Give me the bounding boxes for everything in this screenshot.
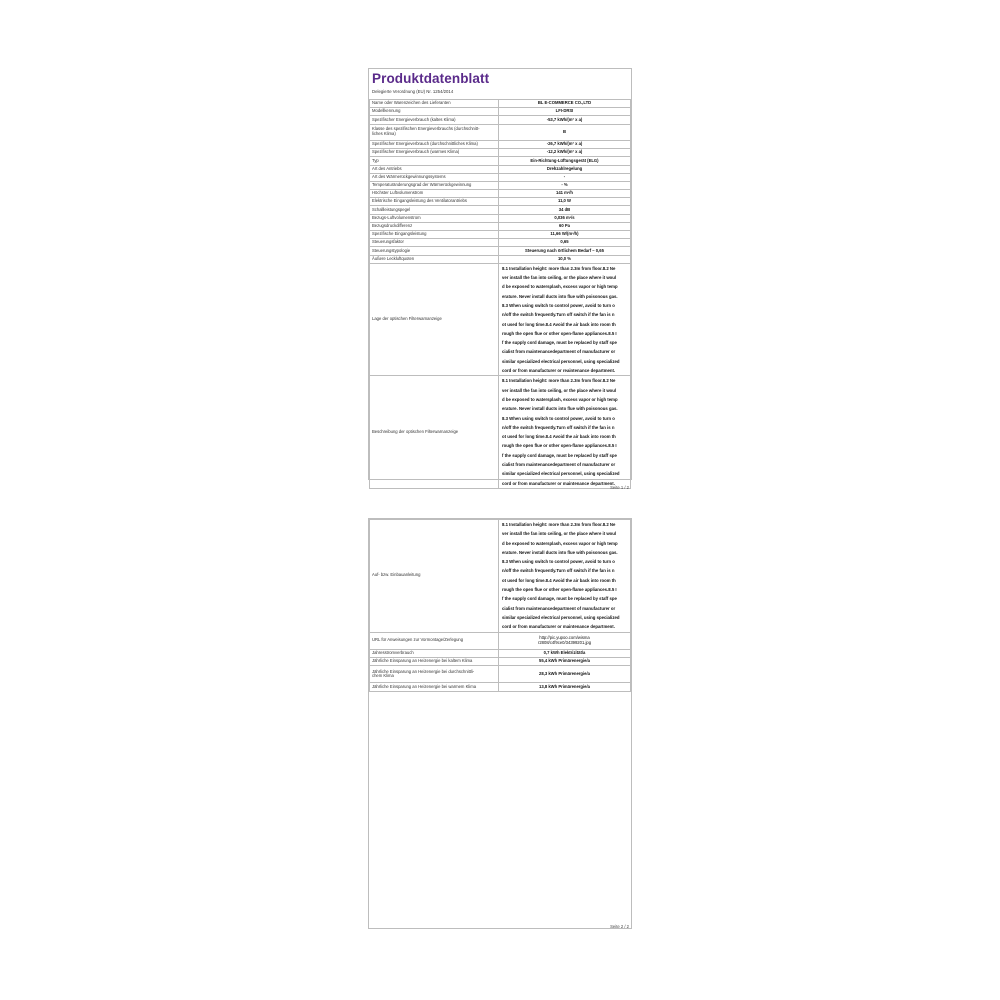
datasheet-page-2 — [368, 518, 632, 929]
table-row — [370, 124, 631, 140]
row-value: -26,7 kWh/(m² x a) — [499, 140, 631, 148]
row-label: Jahresstromverbrauch — [370, 649, 499, 657]
table-row — [370, 255, 631, 263]
table-row — [370, 140, 631, 148]
row-value: - — [499, 173, 631, 181]
table-row — [370, 657, 631, 665]
row-value: 0,036 m³/s — [499, 214, 631, 222]
table-row — [370, 165, 631, 173]
table-row — [370, 239, 631, 247]
row-value: 55,4 kWh Primärenergie/a — [499, 657, 631, 665]
row-label: Spezifischer Energieverbrauch (warmes Klima) — [370, 149, 499, 157]
row-value: B — [499, 124, 631, 140]
table-row — [370, 181, 631, 189]
row-label: Art des Wärmerückgewinnungssystems — [370, 173, 499, 181]
row-value: 11,0 W — [499, 198, 631, 206]
row-label: Höchster Luftvolumenstrom — [370, 190, 499, 198]
table-row — [370, 116, 631, 124]
table-row — [370, 108, 631, 116]
table-row — [370, 231, 631, 239]
row-label: Klasse des spezifischen Energieverbrauchs (durchschnitt- liches Klima) — [370, 124, 499, 140]
installation-notes-text: 8.1 Installation height: more than 2.3m from floor.8.2 Ne ver install the fan into ceiling, or the place where it woul d be exposed to watersplash, excess vapor or high temp erature. Never install ducts into flue with poisonous gas. 8.3 When using switch to control power, avoid to turn o n/off the switch frequently.Turn off switch if the fan is n ot used for long time.8.4 Avoid the air back into room th rough the open flue or other open-flame appliances.8.5 I f the supply cord damage, must be replaced by staff spe cialist from maintenancedepartment of manufacturer or similar specialized electrical personnel, using specialized cord or from manufacturer or maintenance department. — [499, 520, 631, 633]
row-label: Beschreibung der optischen Filterwarnanzeige — [370, 376, 499, 489]
table-row — [370, 683, 631, 691]
table-row — [370, 214, 631, 222]
table-row — [370, 198, 631, 206]
row-value: 0,65 — [499, 239, 631, 247]
page-title: Produktdatenblatt — [372, 71, 490, 86]
row-label: Bezugs-Luftvolumenstrom — [370, 214, 499, 222]
row-value: -12,2 kWh/(m² x a) — [499, 149, 631, 157]
regulation-subtitle: Delegierte Verordnung (EU) Nr. 1254/2014 — [372, 89, 454, 94]
datasheet-page-1 — [368, 68, 632, 490]
row-label: URL für Anweisungen zur Vormontage/Zerlegung — [370, 632, 499, 649]
table-row — [370, 100, 631, 108]
row-label: Spezifische Eingangsleistung — [370, 231, 499, 239]
row-value: BL E-COMMERCE CO.,LTD — [499, 100, 631, 108]
table-row — [370, 649, 631, 657]
table-row-long — [370, 520, 631, 633]
row-label: Modellkennung — [370, 108, 499, 116]
product-data-table — [369, 99, 631, 489]
table-row — [370, 222, 631, 230]
row-label: Lage der optischen Filterwarnanzeige — [370, 263, 499, 376]
row-label: Spezifischer Energieverbrauch (durchschnittliches Klima) — [370, 140, 499, 148]
row-value: 34 dB — [499, 206, 631, 214]
row-value: 28,3 kWh Primärenergie/a — [499, 666, 631, 683]
row-value: -53,7 kWh/(m² x a) — [499, 116, 631, 124]
row-label: Art des Antriebs — [370, 165, 499, 173]
table-row — [370, 157, 631, 165]
table-row — [370, 173, 631, 181]
row-value: Steuerung nach örtlichem Bedarf – 0,65 — [499, 247, 631, 255]
table-row — [370, 190, 631, 198]
page-number: Seite 2 / 2 — [610, 924, 629, 929]
row-label: Name oder Warenzeichen des Lieferanten — [370, 100, 499, 108]
row-value: 60 Pa — [499, 222, 631, 230]
row-value: 13,8 kWh Primärenergie/a — [499, 683, 631, 691]
page-number: Seite 1 / 2 — [610, 485, 629, 490]
row-label: Spezifischer Energieverbrauch (kaltes Klima) — [370, 116, 499, 124]
instructions-url[interactable]: http://pic.yupoo.com/wisma r2808/c4f9ce0/34399201.jpg — [499, 632, 631, 649]
table-row-long — [370, 263, 631, 376]
row-label: Auf- bzw. Einbauanleitung — [370, 520, 499, 633]
row-value: 0,7 kWh Elektrizität/a — [499, 649, 631, 657]
table-row — [370, 666, 631, 683]
row-label: Temperaturänderungsgrad der Wärmerückgewinnung — [370, 181, 499, 189]
table-row — [370, 632, 631, 649]
installation-notes-text: 8.1 Installation height: more than 2.3m from floor.8.2 Ne ver install the fan into ceiling, or the place where it woul d be exposed to watersplash, excess vapor or high temp erature. Never install ducts into flue with poisonous gas. 8.3 When using switch to control power, avoid to turn o n/off the switch frequently.Turn off switch if the fan is n ot used for long time.8.4 Avoid the air back into room th rough the open flue or other open-flame appliances.8.5 I f the supply cord damage, must be replaced by staff spe cialist from maintenancedepartment of manufacturer or similar specialized electrical personnel, using specialized cord or from manufacturer or maintenance department. — [499, 376, 631, 489]
table-row-long — [370, 376, 631, 489]
row-value: LFI-DRSI — [499, 108, 631, 116]
row-value: 10,0 % — [499, 255, 631, 263]
product-data-table-continued — [369, 519, 631, 692]
row-label: Schallleistungspegel — [370, 206, 499, 214]
row-label: Steuerungsfaktor — [370, 239, 499, 247]
table-row — [370, 149, 631, 157]
row-value: Drehzahlregelung — [499, 165, 631, 173]
row-value: 141 m³/h — [499, 190, 631, 198]
table-row — [370, 247, 631, 255]
row-label: Jährliche Einsparung an Heizenergie bei warmem Klima — [370, 683, 499, 691]
row-value: 11,66 W/(m³/h) — [499, 231, 631, 239]
row-label: Jährliche Einsparung an Heizenergie bei kaltem Klima — [370, 657, 499, 665]
row-label: Bezugsdruckdifferenz — [370, 222, 499, 230]
row-value: Ein-Richtung-Lüftungsgerät (ELG) — [499, 157, 631, 165]
row-label: Äußere Leckluftquoten — [370, 255, 499, 263]
row-label: Typ — [370, 157, 499, 165]
table-row — [370, 206, 631, 214]
row-label: Elektrische Eingangsleistung des Ventilatorantriebs — [370, 198, 499, 206]
row-value: - % — [499, 181, 631, 189]
row-label: Jährliche Einsparung an Heizenergie bei durchschnittli- chem Klima — [370, 666, 499, 683]
installation-notes-text: 8.1 Installation height: more than 2.3m from floor.8.2 Ne ver install the fan into ceiling, or the place where it woul d be exposed to watersplash, excess vapor or high temp erature. Never install ducts into flue with poisonous gas. 8.3 When using switch to control power, avoid to turn o n/off the switch frequently.Turn off switch if the fan is n ot used for long time.8.4 Avoid the air back into room th rough the open flue or other open-flame appliances.8.5 I f the supply cord damage, must be replaced by staff spe cialist from maintenancedepartment of manufacturer or similar specialized electrical personnel, using specialized cord or from manufacturer or reaintenance department. — [499, 263, 631, 376]
row-label: Steuerungstypologie — [370, 247, 499, 255]
